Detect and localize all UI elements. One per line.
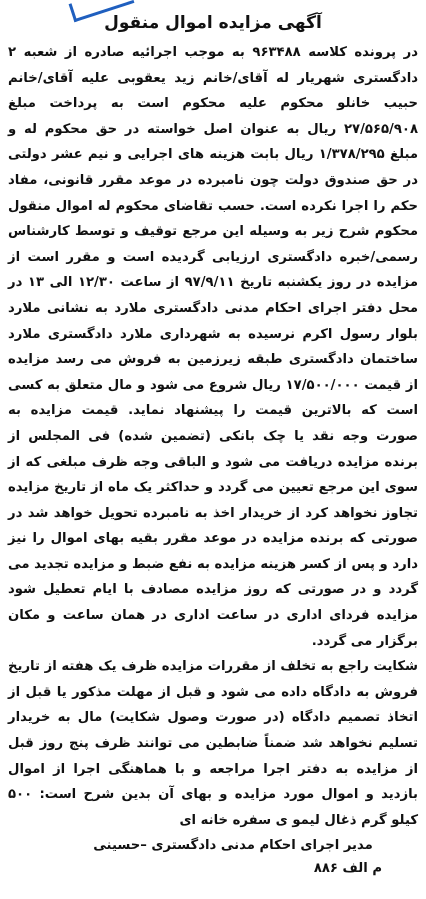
notice-body [8, 40, 418, 833]
notice-paragraph-2: شکایت راجع به تخلف از مقررات مزایده ظرف یک هفته از تاریخ فروش به دادگاه داده می شود و قبل از مهلت مذکور یا قبل از اتخاذ تصمیم دادگاه (در صورت وصول شکایت) مال به خریدار تسلیم نخواهد شد ضمناً ضابطین می توانند ظرف پنج روز قبل از مزایده به دفتر اجرا مراجعه و با هماهنگی اجرا از اموال بازدید و اموال مورد مزایده و بهای آن بدین شرح است: ۵۰۰ کیلو گرم ذغال لیمو ی سفره خانه ای [8, 659, 418, 828]
notice-signature: مدیر اجرای احکام مدنی دادگستری –حسینی [93, 838, 373, 854]
notice-paragraph-1: در پرونده کلاسه ۹۶۳۴۸۸ به موجب اجرائیه صادره از شعبه ۲ دادگستری شهریار له آقای/خانم زید یعقوبی علیه آقای/خانم حبیب خانلو محکوم علیه محکوم است به پرداخت مبلغ ۲۷/۵۶۵/۹۰۸ ریال به عنوان اصل خواسته در حق محکوم له و مبلغ ۱/۳۷۸/۲۹۵ ریال بابت هزینه های اجرایی و نیم عشر دولتی در حق صندوق دولت چون نامبرده در موعد مقرر قانونی، مفاد حکم را اجرا نکرده است. حسب تقاضای محکوم له اموال منقول محکوم شرح زیر به وسیله این مرجع توقیف و توسط کارشناس رسمی/خبره دادگستری ارزیابی گردیده است و مقرر است از مزایده در روز یکشنبه تاریخ ۹۷/۹/۱۱ از ساعت ۱۲/۳۰ الی ۱۳ در محل دفتر اجرای احکام مدنی دادگستری ملارد به نشانی ملارد بلوار رسول اکرم نرسیده به شهرداری ملارد دادگستری ملارد ساختمان دادگستری طبقه زیرزمین به فروش می رسد مزایده از قیمت ۱۷/۵۰۰/۰۰۰ ریال شروع می شود و مال متعلق به کسی است که بالاترین قیمت را پیشنهاد نماید. قیمت مزایده به صورت وجه نقد یا چک بانکی (تضمین شده) فی المجلس از برنده مزایده دریافت می شود و الباقی وجه ظرف مبلغی که از سوی این مرجع تعیین می گردد و حداکثر یک ماه از تاریخ مزایده تجاوز نخواهد کرد از خریدار اخذ به نامبرده تحویل خواهد شد در صورتی که برنده مزایده در موعد مقرر بقیه بهای اموال را نیز دارد و پس از کسر هزینه مزایده به نفع ضبط و مزایده تجدید می گردد و در صورتی که روز مزایده مصادف با ایام تعطیل شود مزایده فردای اداری در ساعت اداری در همان ساعت و مکان برگزار می گردد. [8, 45, 419, 649]
notice-title: آگهی مزایده اموال منقول [104, 13, 322, 33]
notice-code: م الف ۸۸۶ [313, 861, 382, 877]
